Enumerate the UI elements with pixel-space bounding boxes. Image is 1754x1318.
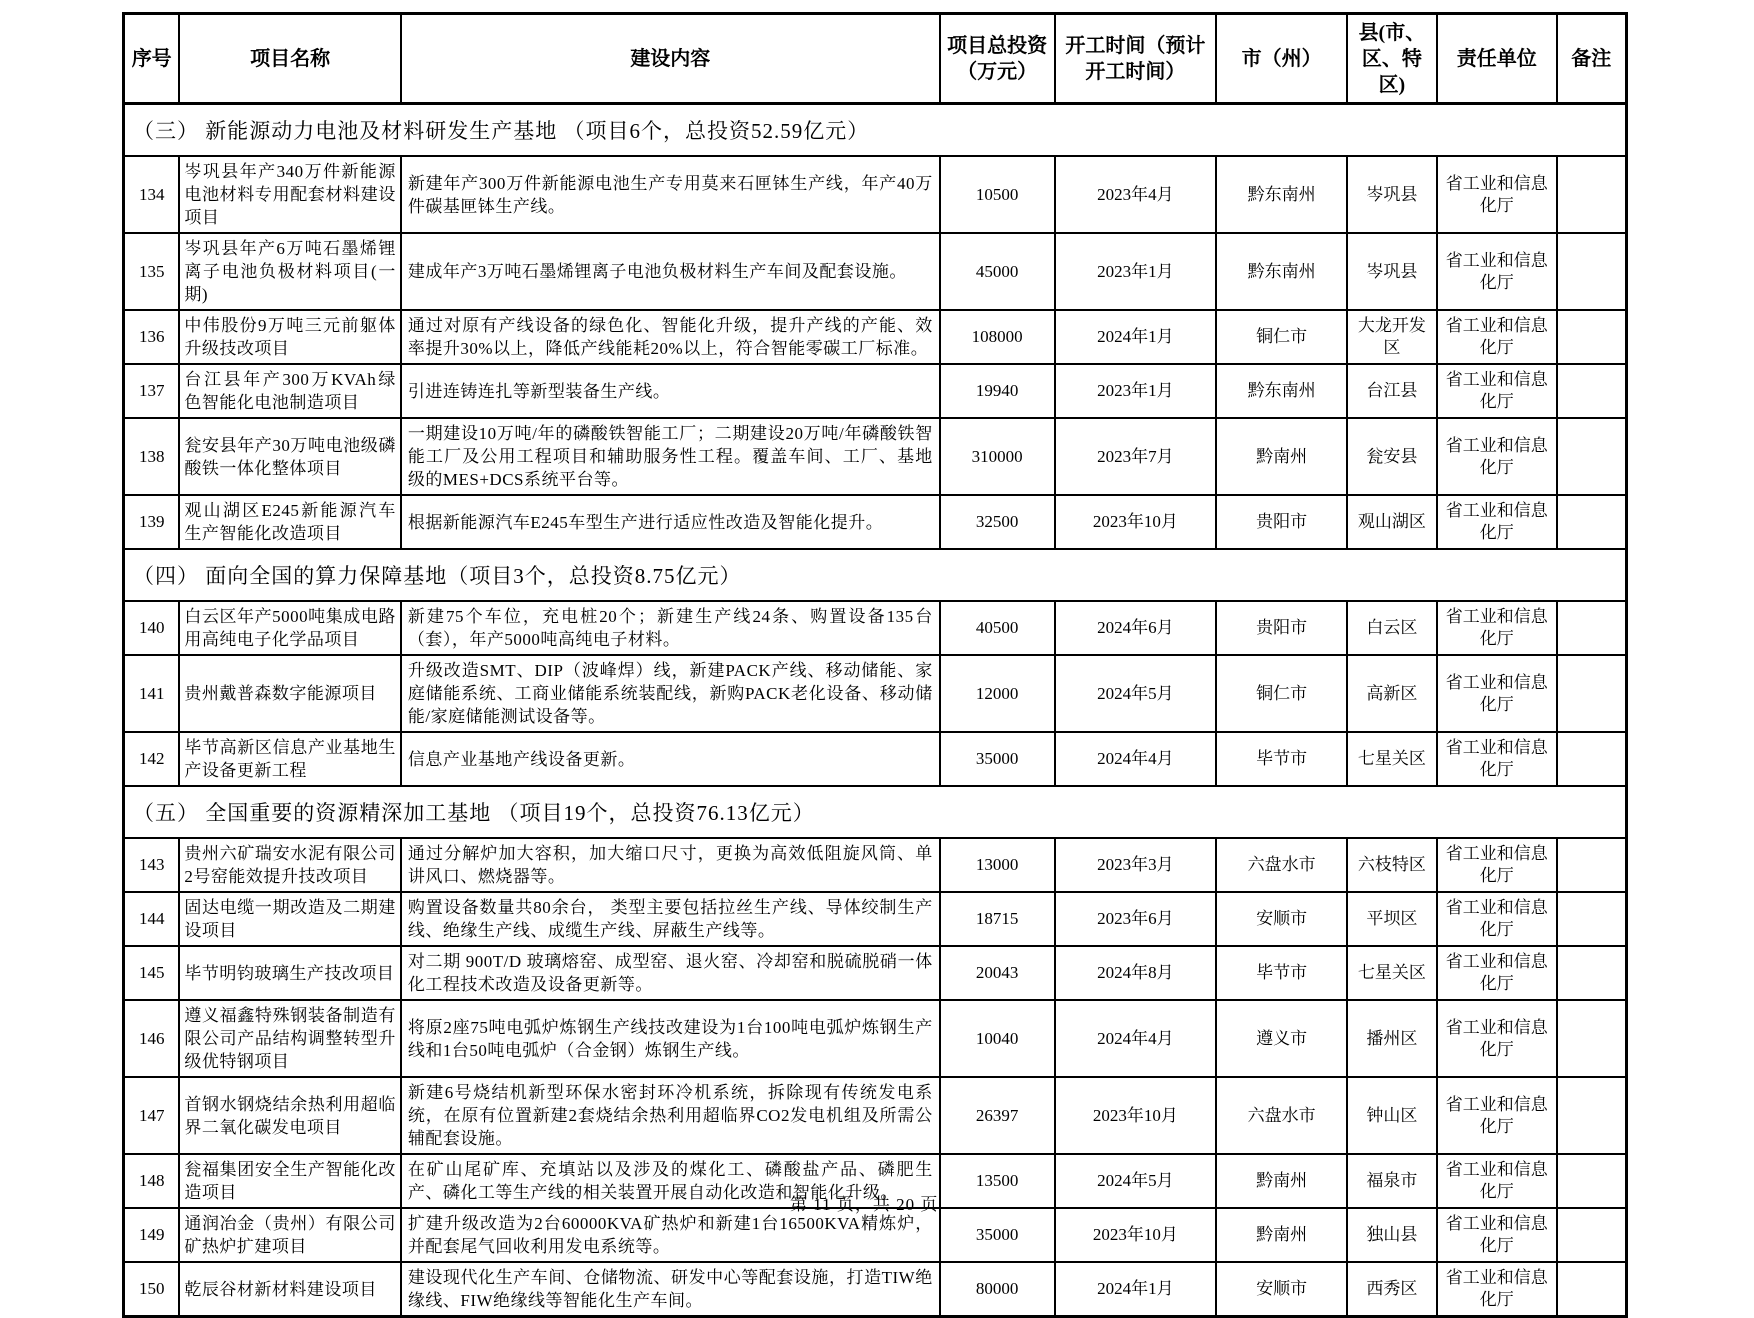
- cell-name: 台江县年产300万KVAh绿色智能化电池制造项目: [179, 364, 400, 418]
- cell-content: 引进连铸连扎等新型装备生产线。: [401, 364, 940, 418]
- cell-investment: 26397: [940, 1077, 1055, 1154]
- cell-no: 145: [124, 946, 180, 1000]
- cell-note: [1557, 310, 1627, 364]
- cell-no: 141: [124, 655, 180, 732]
- table-header: [124, 14, 1627, 104]
- cell-note: [1557, 364, 1627, 418]
- cell-note: [1557, 601, 1627, 655]
- cell-no: 134: [124, 156, 180, 233]
- table-row: [124, 838, 1627, 892]
- cell-start: 2024年4月: [1055, 1000, 1217, 1077]
- cell-investment: 13500: [940, 1154, 1055, 1208]
- cell-start: 2023年10月: [1055, 1077, 1217, 1154]
- cell-county: 高新区: [1347, 655, 1437, 732]
- cell-unit: 省工业和信息化厅: [1437, 1000, 1557, 1077]
- cell-start: 2024年5月: [1055, 1154, 1217, 1208]
- cell-note: [1557, 233, 1627, 310]
- cell-name: 白云区年产5000吨集成电路用高纯电子化学品项目: [179, 601, 400, 655]
- cell-investment: 12000: [940, 655, 1055, 732]
- cell-content: 通过对原有产线设备的绿色化、智能化升级，提升产线的产能、效率提升30%以上，降低产线能耗20%以上，符合智能零碳工厂标准。: [401, 310, 940, 364]
- cell-no: 149: [124, 1208, 180, 1262]
- cell-name: 瓮安县年产30万吨电池级磷酸铁一体化整体项目: [179, 418, 400, 495]
- section-row: [124, 104, 1627, 157]
- cell-county: 岑巩县: [1347, 156, 1437, 233]
- cell-no: 150: [124, 1262, 180, 1317]
- cell-content: 新建年产300万件新能源电池生产专用莫来石匣钵生产线，年产40万件碳基匣钵生产线。: [401, 156, 940, 233]
- cell-start: 2023年7月: [1055, 418, 1217, 495]
- cell-city: 黔东南州: [1216, 156, 1347, 233]
- cell-name: 遵义福鑫特殊钢装备制造有限公司产品结构调整转型升级优特钢项目: [179, 1000, 400, 1077]
- cell-content: 通过分解炉加大容积，加大缩口尺寸，更换为高效低阻旋风筒、单讲风口、燃烧器等。: [401, 838, 940, 892]
- cell-note: [1557, 1000, 1627, 1077]
- cell-name: 观山湖区E245新能源汽车生产智能化改造项目: [179, 495, 400, 549]
- cell-no: 136: [124, 310, 180, 364]
- table-row: [124, 418, 1627, 495]
- cell-start: 2024年1月: [1055, 310, 1217, 364]
- column-header-0: 序号: [124, 14, 180, 104]
- cell-name: 岑巩县年产340万件新能源电池材料专用配套材料建设项目: [179, 156, 400, 233]
- cell-unit: 省工业和信息化厅: [1437, 310, 1557, 364]
- table-row: [124, 156, 1627, 233]
- cell-note: [1557, 946, 1627, 1000]
- cell-city: 黔南州: [1216, 1154, 1347, 1208]
- cell-city: 贵阳市: [1216, 601, 1347, 655]
- cell-start: 2023年10月: [1055, 1208, 1217, 1262]
- table-row: [124, 601, 1627, 655]
- cell-no: 135: [124, 233, 180, 310]
- cell-county: 播州区: [1347, 1000, 1437, 1077]
- table-row: [124, 732, 1627, 786]
- cell-unit: 省工业和信息化厅: [1437, 1208, 1557, 1262]
- cell-start: 2024年8月: [1055, 946, 1217, 1000]
- cell-no: 137: [124, 364, 180, 418]
- cell-start: 2023年1月: [1055, 233, 1217, 310]
- cell-name: 毕节高新区信息产业基地生产设备更新工程: [179, 732, 400, 786]
- table-row: [124, 310, 1627, 364]
- cell-investment: 80000: [940, 1262, 1055, 1317]
- cell-note: [1557, 418, 1627, 495]
- cell-investment: 10040: [940, 1000, 1055, 1077]
- cell-note: [1557, 1154, 1627, 1208]
- cell-start: 2024年5月: [1055, 655, 1217, 732]
- cell-unit: 省工业和信息化厅: [1437, 495, 1557, 549]
- cell-county: 白云区: [1347, 601, 1437, 655]
- cell-county: 台江县: [1347, 364, 1437, 418]
- cell-unit: 省工业和信息化厅: [1437, 233, 1557, 310]
- cell-county: 平坝区: [1347, 892, 1437, 946]
- table-body: [124, 104, 1627, 1317]
- cell-city: 六盘水市: [1216, 838, 1347, 892]
- section-row: [124, 549, 1627, 601]
- table-row: [124, 364, 1627, 418]
- cell-investment: 18715: [940, 892, 1055, 946]
- cell-county: 独山县: [1347, 1208, 1437, 1262]
- cell-name: 毕节明钧玻璃生产技改项目: [179, 946, 400, 1000]
- cell-no: 138: [124, 418, 180, 495]
- section-label: （五） 全国重要的资源精深加工基地 （项目19个，总投资76.13亿元）: [124, 786, 1627, 838]
- cell-no: 140: [124, 601, 180, 655]
- column-header-5: 市（州）: [1216, 14, 1347, 104]
- cell-start: 2024年1月: [1055, 1262, 1217, 1317]
- cell-name: 贵州六矿瑞安水泥有限公司2号窑能效提升技改项目: [179, 838, 400, 892]
- cell-city: 黔东南州: [1216, 233, 1347, 310]
- cell-county: 瓮安县: [1347, 418, 1437, 495]
- cell-unit: 省工业和信息化厅: [1437, 156, 1557, 233]
- cell-content: 建成年产3万吨石墨烯锂离子电池负极材料生产车间及配套设施。: [401, 233, 940, 310]
- cell-investment: 19940: [940, 364, 1055, 418]
- cell-city: 黔东南州: [1216, 364, 1347, 418]
- table-row: [124, 1077, 1627, 1154]
- cell-note: [1557, 495, 1627, 549]
- cell-unit: 省工业和信息化厅: [1437, 418, 1557, 495]
- column-header-6: 县(市、区、特区): [1347, 14, 1437, 104]
- projects-table: [122, 12, 1628, 1318]
- cell-city: 黔南州: [1216, 1208, 1347, 1262]
- table-row: [124, 946, 1627, 1000]
- cell-start: 2023年1月: [1055, 364, 1217, 418]
- cell-unit: 省工业和信息化厅: [1437, 1077, 1557, 1154]
- cell-county: 七星关区: [1347, 732, 1437, 786]
- cell-note: [1557, 892, 1627, 946]
- cell-note: [1557, 156, 1627, 233]
- cell-investment: 32500: [940, 495, 1055, 549]
- cell-note: [1557, 1262, 1627, 1317]
- cell-start: 2023年10月: [1055, 495, 1217, 549]
- cell-content: 信息产业基地产线设备更新。: [401, 732, 940, 786]
- section-row: [124, 786, 1627, 838]
- cell-county: 岑巩县: [1347, 233, 1437, 310]
- cell-investment: 40500: [940, 601, 1055, 655]
- cell-unit: 省工业和信息化厅: [1437, 1262, 1557, 1317]
- cell-unit: 省工业和信息化厅: [1437, 946, 1557, 1000]
- cell-unit: 省工业和信息化厅: [1437, 838, 1557, 892]
- cell-county: 大龙开发区: [1347, 310, 1437, 364]
- cell-investment: 35000: [940, 1208, 1055, 1262]
- cell-start: 2024年6月: [1055, 601, 1217, 655]
- cell-content: 在矿山尾矿库、充填站以及涉及的煤化工、磷酸盐产品、磷肥生产、磷化工等生产线的相关装置开展自动化改造和智能化升级。: [401, 1154, 940, 1208]
- cell-investment: 35000: [940, 732, 1055, 786]
- table-row: [124, 655, 1627, 732]
- cell-unit: 省工业和信息化厅: [1437, 364, 1557, 418]
- cell-content: 新建75个车位，充电桩20个；新建生产线24条、购置设备135台（套），年产5000吨高纯电子材料。: [401, 601, 940, 655]
- cell-name: 贵州戴普森数字能源项目: [179, 655, 400, 732]
- cell-investment: 10500: [940, 156, 1055, 233]
- cell-county: 福泉市: [1347, 1154, 1437, 1208]
- cell-content: 建设现代化生产车间、仓储物流、研发中心等配套设施，打造TIW绝缘线、FIW绝缘线等智能化生产车间。: [401, 1262, 940, 1317]
- cell-name: 中伟股份9万吨三元前躯体升级技改项目: [179, 310, 400, 364]
- cell-content: 新建6号烧结机新型环保水密封环冷机系统，拆除现有传统发电系统，在原有位置新建2套烧结余热利用超临界CO2发电机组及所需公辅配套设施。: [401, 1077, 940, 1154]
- cell-no: 139: [124, 495, 180, 549]
- column-header-7: 责任单位: [1437, 14, 1557, 104]
- cell-city: 黔南州: [1216, 418, 1347, 495]
- cell-county: 观山湖区: [1347, 495, 1437, 549]
- cell-content: 对二期 900T/D 玻璃熔窑、成型窑、退火窑、冷却窑和脱硫脱硝一体化工程技术改造及设备更新等。: [401, 946, 940, 1000]
- cell-county: 钟山区: [1347, 1077, 1437, 1154]
- table-row: [124, 233, 1627, 310]
- column-header-1: 项目名称: [179, 14, 400, 104]
- column-header-2: 建设内容: [401, 14, 940, 104]
- cell-unit: 省工业和信息化厅: [1437, 655, 1557, 732]
- cell-note: [1557, 1077, 1627, 1154]
- cell-start: 2023年4月: [1055, 156, 1217, 233]
- cell-content: 根据新能源汽车E245车型生产进行适应性改造及智能化提升。: [401, 495, 940, 549]
- cell-investment: 45000: [940, 233, 1055, 310]
- cell-note: [1557, 732, 1627, 786]
- cell-unit: 省工业和信息化厅: [1437, 601, 1557, 655]
- cell-unit: 省工业和信息化厅: [1437, 1154, 1557, 1208]
- document-page: [122, 12, 1628, 1318]
- cell-city: 安顺市: [1216, 1262, 1347, 1317]
- cell-city: 毕节市: [1216, 732, 1347, 786]
- cell-county: 西秀区: [1347, 1262, 1437, 1317]
- cell-investment: 108000: [940, 310, 1055, 364]
- cell-city: 安顺市: [1216, 892, 1347, 946]
- cell-city: 贵阳市: [1216, 495, 1347, 549]
- cell-content: 一期建设10万吨/年的磷酸铁智能工厂；二期建设20万吨/年磷酸铁智能工厂及公用工程项目和辅助服务性工程。覆盖车间、工厂、基地级的MES+DCS系统平台等。: [401, 418, 940, 495]
- section-label: （三） 新能源动力电池及材料研发生产基地 （项目6个，总投资52.59亿元）: [124, 104, 1627, 157]
- table-row: [124, 1000, 1627, 1077]
- cell-start: 2023年3月: [1055, 838, 1217, 892]
- cell-start: 2023年6月: [1055, 892, 1217, 946]
- column-header-3: 项目总投资（万元）: [940, 14, 1055, 104]
- cell-investment: 20043: [940, 946, 1055, 1000]
- cell-content: 购置设备数量共80余台， 类型主要包括拉丝生产线、导体绞制生产线、绝缘生产线、成缆生产线、屏蔽生产线等。: [401, 892, 940, 946]
- cell-name: 通润冶金（贵州）有限公司矿热炉扩建项目: [179, 1208, 400, 1262]
- cell-content: 升级改造SMT、DIP（波峰焊）线，新建PACK产线、移动储能、家庭储能系统、工商业储能系统装配线，新购PACK老化设备、移动储能/家庭储能测试设备等。: [401, 655, 940, 732]
- cell-note: [1557, 838, 1627, 892]
- table-row: [124, 495, 1627, 549]
- cell-content: 扩建升级改造为2台60000KVA矿热炉和新建1台16500KVA精炼炉，并配套尾气回收利用发电系统等。: [401, 1208, 940, 1262]
- column-header-4: 开工时间（预计开工时间）: [1055, 14, 1217, 104]
- cell-name: 首钢水钢烧结余热利用超临界二氧化碳发电项目: [179, 1077, 400, 1154]
- section-label: （四） 面向全国的算力保障基地（项目3个，总投资8.75亿元）: [124, 549, 1627, 601]
- cell-note: [1557, 655, 1627, 732]
- cell-no: 148: [124, 1154, 180, 1208]
- column-header-8: 备注: [1557, 14, 1627, 104]
- cell-name: 乾辰谷材新材料建设项目: [179, 1262, 400, 1317]
- cell-name: 岑巩县年产6万吨石墨烯锂离子电池负极材料项目(一期): [179, 233, 400, 310]
- cell-city: 遵义市: [1216, 1000, 1347, 1077]
- cell-no: 147: [124, 1077, 180, 1154]
- cell-no: 143: [124, 838, 180, 892]
- cell-note: [1557, 1208, 1627, 1262]
- cell-no: 144: [124, 892, 180, 946]
- cell-start: 2024年4月: [1055, 732, 1217, 786]
- cell-content: 将原2座75吨电弧炉炼钢生产线技改建设为1台100吨电弧炉炼钢生产线和1台50吨电弧炉（合金钢）炼钢生产线。: [401, 1000, 940, 1077]
- cell-unit: 省工业和信息化厅: [1437, 892, 1557, 946]
- header-row: [124, 14, 1627, 104]
- cell-investment: 310000: [940, 418, 1055, 495]
- cell-county: 七星关区: [1347, 946, 1437, 1000]
- cell-city: 铜仁市: [1216, 655, 1347, 732]
- cell-city: 毕节市: [1216, 946, 1347, 1000]
- table-row: [124, 1208, 1627, 1262]
- cell-city: 六盘水市: [1216, 1077, 1347, 1154]
- cell-investment: 13000: [940, 838, 1055, 892]
- page-number-footer: 第 11 页，共 20 页: [790, 1195, 939, 1214]
- cell-county: 六枝特区: [1347, 838, 1437, 892]
- cell-city: 铜仁市: [1216, 310, 1347, 364]
- cell-no: 142: [124, 732, 180, 786]
- cell-name: 固达电缆一期改造及二期建设项目: [179, 892, 400, 946]
- table-row: [124, 1262, 1627, 1317]
- cell-unit: 省工业和信息化厅: [1437, 732, 1557, 786]
- cell-no: 146: [124, 1000, 180, 1077]
- cell-name: 瓮福集团安全生产智能化改造项目: [179, 1154, 400, 1208]
- table-row: [124, 892, 1627, 946]
